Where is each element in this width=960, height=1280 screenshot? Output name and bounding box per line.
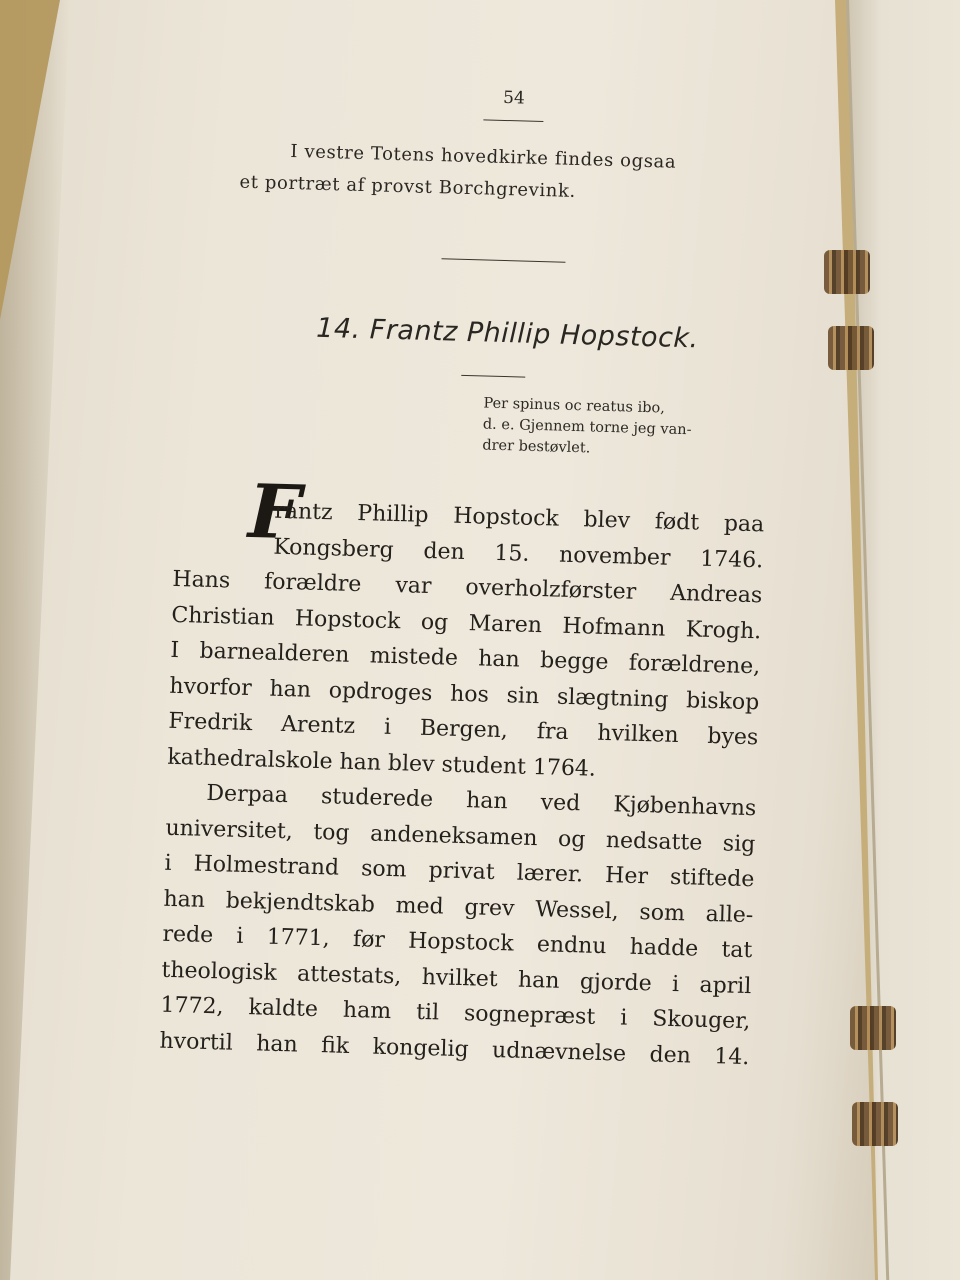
body-line: kathedralskole han blev student 1764. <box>167 744 597 782</box>
body-line: Hans forældre var overholzførster Andreas <box>172 566 763 609</box>
intro-line: I vestre Totens hovedkirke findes ogsaa <box>290 140 677 173</box>
body-line: 1772, kaldte ham til sognepræst i Skouger, <box>160 992 751 1035</box>
body-line: i Holmestrand som privat lærer. Her stiftede <box>164 850 755 893</box>
body-line: I barnealderen mistede han begge forældrene, <box>170 637 761 680</box>
intro-paragraph <box>239 135 781 214</box>
body-line: universitet, tog andeneksamen og nedsatte sig <box>165 815 756 857</box>
epigraph-line: Per spinus oc reatus ibo, <box>483 395 666 417</box>
body-line: han bekjendtskab med grev Wessel, som alle- <box>163 886 754 928</box>
drop-cap: F <box>247 468 303 557</box>
body-line: hvortil han fik kongelig udnævnelse den 14. <box>159 1028 750 1070</box>
body-line: Christian Hopstock og Maren Hofmann Krogh. <box>171 602 762 644</box>
section-divider <box>441 258 565 262</box>
chapter-heading: 14. Frantz Phillip Hopstock. <box>315 312 700 355</box>
body-line: rede i 1771, før Hopstock endnu hadde tat <box>162 921 753 964</box>
body-line: theologisk attestats, hvilket han gjorde i april <box>161 957 752 999</box>
heading-rule <box>461 375 525 378</box>
body-line: Kongsberg den 15. november 1746. <box>273 534 764 573</box>
body-line: Fredrik Arentz i Bergen, fra hvilken byes <box>168 708 759 751</box>
body-line: hvorfor han opdroges hos sin slægtning biskop <box>169 673 760 715</box>
intro-line: et portræt af provst Borchgrevink. <box>239 171 577 202</box>
epigraph <box>482 393 772 464</box>
epigraph-line: d. e. Gjennem torne jeg van- <box>482 416 692 439</box>
epigraph-line: drer bestøvlet. <box>482 437 591 457</box>
body-line: Derpaa studerede han ved Kjøbenhavns <box>206 780 757 822</box>
body-line: rantz Phillip Hopstock blev født paa <box>274 498 765 538</box>
body-text <box>159 491 765 1075</box>
page-number: 54 <box>502 87 526 109</box>
page-number-rule <box>483 119 543 122</box>
